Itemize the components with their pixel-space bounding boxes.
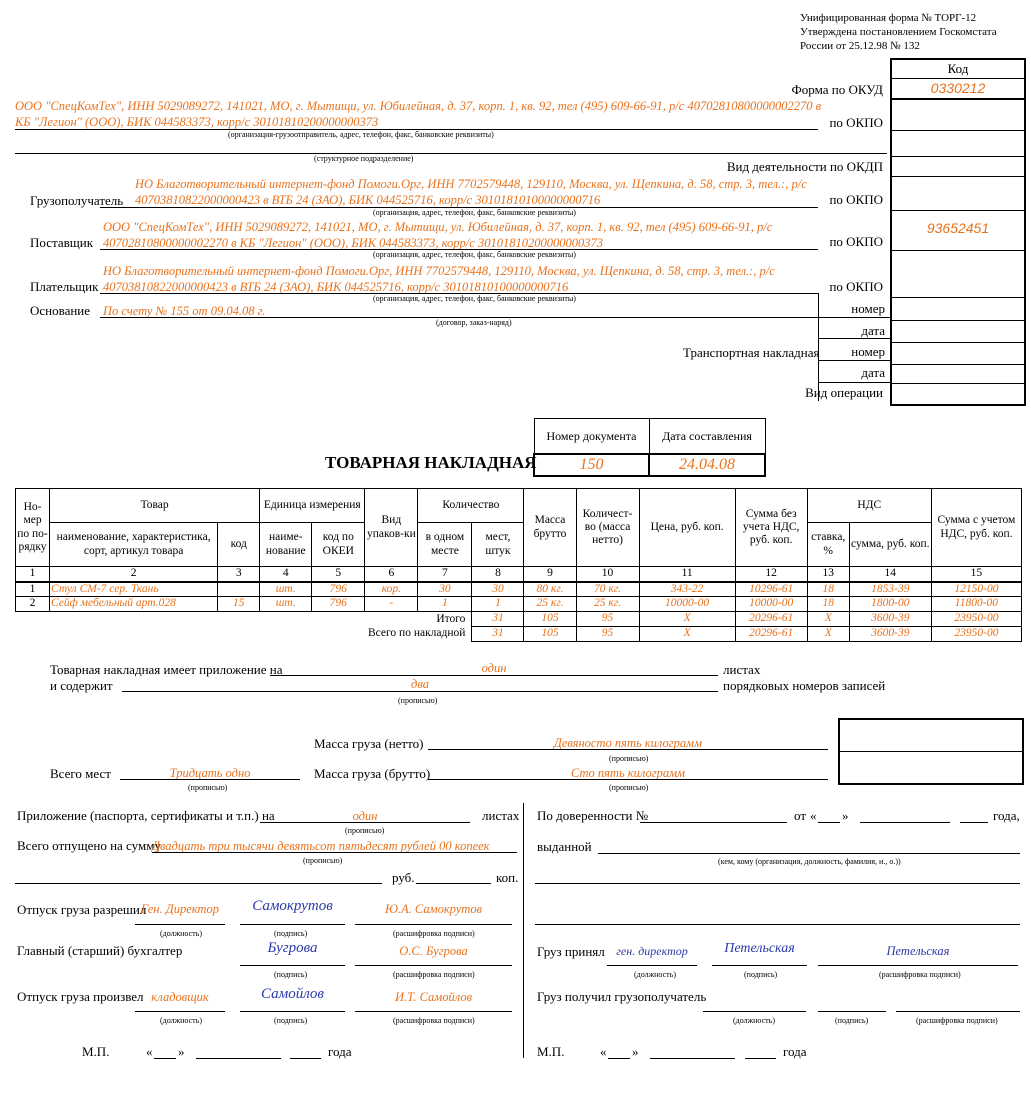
sum-value[interactable]: Двадцать три тысячи девятьсот пятьдесят рублей 00 копеек <box>152 839 490 853</box>
supplier-okpo-code[interactable]: 93652451 <box>926 220 990 236</box>
mass-caption: (прописью) <box>609 754 649 763</box>
issued-caption: (кем, кому (организация, должность, фамилия, и., о.)) <box>718 857 901 866</box>
okpo-label: по ОКПО <box>829 279 883 294</box>
shipper-line[interactable]: ООО "СпецКомТех", ИНН 5029089272, 141021, МО, г. Мытищи, ул. Юбилейная, д. 37, корп. 1, кв. 92, тел (495) 609-66-91, р/с 40702810800000002270 в <box>15 99 821 113</box>
cell-vat-sum[interactable]: 1853-39 <box>849 582 931 597</box>
stamp-place-label: М.П. <box>82 1044 110 1059</box>
cell-vat-sum[interactable]: 1800-00 <box>849 597 931 612</box>
col-header-pack: Вид упаков-ки <box>365 489 418 567</box>
table-subheader-row <box>16 523 1022 567</box>
grand-sum-vat[interactable]: 23950-00 <box>931 627 1021 642</box>
cell-net[interactable]: 25 кг. <box>576 597 639 612</box>
quote-open: « <box>600 1044 607 1059</box>
cell-vat-rate[interactable]: 18 <box>807 597 849 612</box>
places-value[interactable]: Тридцать одно <box>169 766 251 780</box>
caption-position: (должность) <box>160 929 202 938</box>
proxy-label: По доверенности № <box>537 808 649 823</box>
okdp-label: Вид деятельности по ОКДП <box>726 159 883 174</box>
cell-code[interactable]: 15 <box>218 597 260 612</box>
caption-decode: (расшифровка подписи) <box>916 1016 998 1025</box>
col-header-sum-vat: Сумма с учетом НДС, руб. коп. <box>931 489 1021 567</box>
total-vat-sum[interactable]: 3600-39 <box>849 612 931 627</box>
total-places[interactable]: 31 <box>472 612 524 627</box>
accountant-name[interactable]: О.С. Бугрова <box>399 944 468 958</box>
mass-code-box <box>838 718 1024 785</box>
mass-caption: (прописью) <box>609 783 649 792</box>
appendix-contains-label: и содержит <box>50 678 113 693</box>
column-number: 8 <box>472 567 524 582</box>
consignee-caption: (организация, адрес, телефон, факс, банковские реквизиты) <box>373 208 576 217</box>
goods-table <box>15 488 1022 642</box>
col-header-price: Цена, руб. коп. <box>639 489 735 567</box>
cell-sum-novat[interactable]: 10000-00 <box>735 597 807 612</box>
cell-num: 1 <box>16 582 50 597</box>
doc-number-header: Номер документа <box>534 419 649 455</box>
caption-position: (должность) <box>160 1016 202 1025</box>
quote-open: « <box>810 808 817 823</box>
col-header-net: Количест-во (масса нетто) <box>576 489 639 567</box>
operation-label: Вид операции <box>805 385 883 400</box>
cell-gross[interactable]: 25 кг. <box>524 597 576 612</box>
quote-open: « <box>146 1044 153 1059</box>
rub-label: руб. <box>392 870 415 885</box>
shipper-line[interactable]: КБ "Легион" (ООО), БИК 044583373, корр/с 30101810200000000373 <box>15 115 379 129</box>
cell-qty-places[interactable]: 1 <box>472 597 524 612</box>
stamp-place-label: М.П. <box>537 1044 565 1059</box>
cell-num: 2 <box>16 597 50 612</box>
grand-gross[interactable]: 105 <box>524 627 576 642</box>
released-label: Отпуск груза разрешил <box>17 902 147 917</box>
doc-date-header: Дата составления <box>649 419 765 455</box>
released-name[interactable]: Ю.А. Самокрутов <box>385 902 482 916</box>
grand-total-row <box>16 627 1022 642</box>
okud-label: Форма по ОКУД <box>791 82 883 97</box>
column-number: 1 <box>16 567 50 582</box>
appendix-suffix: листах <box>723 662 761 677</box>
received-name[interactable]: Петельская <box>886 944 950 958</box>
attach-value[interactable]: один <box>352 809 378 823</box>
caption-sign: (подпись) <box>274 929 308 938</box>
consignee-line[interactable]: НО Благотворительный интернет-фонд Помоги.Орг, ИНН 7702579448, 129110, Москва, ул. Щепкина, д. 58, стр. 3, тел.:, р/с <box>135 177 807 191</box>
cell-net[interactable]: 70 кг. <box>576 582 639 597</box>
column-number: 7 <box>418 567 472 582</box>
division-caption: (структурное подразделение) <box>314 154 414 163</box>
grand-total-label: Всего по накладной <box>367 627 466 640</box>
column-number: 6 <box>365 567 418 582</box>
places-caption: (прописью) <box>188 783 228 792</box>
grand-net[interactable]: 95 <box>576 627 639 642</box>
shipped-signature: Самойлов <box>261 986 324 1002</box>
total-price[interactable]: X <box>639 612 735 627</box>
column-number: 10 <box>576 567 639 582</box>
column-number: 14 <box>849 567 931 582</box>
cell-sum-vat[interactable]: 12150-00 <box>931 582 1021 597</box>
grand-sum-novat[interactable]: 20296-61 <box>735 627 807 642</box>
cell-sum-vat[interactable]: 11800-00 <box>931 597 1021 612</box>
basis-value[interactable]: По счету № 155 от 09.04.08 г. <box>103 304 266 318</box>
column-number: 9 <box>524 567 576 582</box>
cell-pack[interactable]: - <box>365 597 418 612</box>
cell-qty-one[interactable]: 1 <box>418 597 472 612</box>
column-number: 12 <box>735 567 807 582</box>
grand-places[interactable]: 31 <box>472 627 524 642</box>
col-header-vat-sum: сумма, руб. коп. <box>849 523 931 567</box>
grand-price[interactable]: X <box>639 627 735 642</box>
appendix-records-suffix: порядковых номеров записей <box>723 678 886 693</box>
shipped-label: Отпуск груза произвел <box>17 989 144 1004</box>
cell-sum-novat[interactable]: 10296-61 <box>735 582 807 597</box>
total-gross[interactable]: 105 <box>524 612 576 627</box>
payer-line[interactable]: 40703810822000000423 в ВТБ 24 (ЗАО), БИК 044525716, корр/с 30101810100000000716 <box>103 280 569 294</box>
cell-qty-one[interactable]: 30 <box>418 582 472 597</box>
form-header-line: Утверждена постановлением Госкомстата <box>800 26 997 38</box>
appendix-sheets-value[interactable]: один <box>481 661 507 675</box>
col-header-num: Но-мер по по-рядку <box>16 489 50 567</box>
total-net[interactable]: 95 <box>576 612 639 627</box>
consignee-label: Грузополучатель <box>30 193 124 208</box>
proxy-from-label: от <box>794 808 807 823</box>
col-header-vat: НДС <box>807 489 931 523</box>
attach-label: Приложение (паспорта, сертификаты и т.п.) на <box>17 808 275 823</box>
caption-position: (должность) <box>733 1016 775 1025</box>
quote-close: » <box>842 808 849 823</box>
shipper-caption: (организация-грузоотправитель, адрес, телефон, факс, банковские реквизиты) <box>228 130 494 139</box>
number-label: номер <box>851 301 885 316</box>
total-sum-novat[interactable]: 20296-61 <box>735 612 807 627</box>
caption-decode: (расшифровка подписи) <box>393 929 475 938</box>
column-number: 2 <box>50 567 218 582</box>
attach-suffix: листах <box>482 808 520 823</box>
received-signature: Петельская <box>724 941 795 956</box>
cell-goods-name[interactable]: Сейф мебельный арт.028 <box>50 597 218 612</box>
cell-price[interactable]: 343-22 <box>639 582 735 597</box>
cell-goods-name[interactable]: Стул СМ-7 сер. Ткань <box>50 582 218 597</box>
okpo-label: по ОКПО <box>829 234 883 249</box>
cell-vat-rate[interactable]: 18 <box>807 582 849 597</box>
col-header-gross: Масса брутто <box>524 489 576 567</box>
total-row <box>16 612 1022 627</box>
caption-decode: (расшифровка подписи) <box>879 970 961 979</box>
total-label: Итого <box>436 612 466 625</box>
caption-decode: (расшифровка подписи) <box>393 970 475 979</box>
sum-caption: (прописью) <box>303 856 343 865</box>
cell-gross[interactable]: 80 кг. <box>524 582 576 597</box>
payer-line[interactable]: НО Благотворительный интернет-фонд Помоги.Орг, ИНН 7702579448, 129110, Москва, ул. Щепкина, д. 58, стр. 3, тел.:, р/с <box>103 264 775 278</box>
col-header-goods: Товар <box>50 489 260 523</box>
col-header-qty: Количество <box>418 489 524 523</box>
doc-number-value[interactable]: 150 <box>534 454 649 476</box>
col-header-goods-name: наименование, характеристика, сорт, артикул товара <box>50 523 218 567</box>
col-header-vat-rate: ставка, % <box>807 523 849 567</box>
consignee-line[interactable]: 40703810822000000423 в ВТБ 24 (ЗАО), БИК 044525716, корр/с 30101810100000000716 <box>135 193 601 207</box>
cell-okei[interactable]: 796 <box>312 582 365 597</box>
shipped-name[interactable]: И.Т. Самойлов <box>395 990 472 1004</box>
col-header-okei: код по ОКЕИ <box>312 523 365 567</box>
cell-price[interactable]: 10000-00 <box>639 597 735 612</box>
payer-caption: (организация, адрес, телефон, факс, банковские реквизиты) <box>373 294 576 303</box>
kop-label: коп. <box>496 870 519 885</box>
released-signature: Самокрутов <box>252 898 333 914</box>
places-label: Всего мест <box>50 766 111 781</box>
col-header-sum-novat: Сумма без учета НДС, руб. коп. <box>735 489 807 567</box>
supplier-line[interactable]: ООО "СпецКомТех", ИНН 5029089272, 141021, МО, г. Мытищи, ул. Юбилейная, д. 37, корп. 1, кв. 92, тел (495) 609-66-91, р/с <box>103 220 773 234</box>
column-number: 13 <box>807 567 849 582</box>
document-title: ТОВАРНАЯ НАКЛАДНАЯ <box>325 453 537 472</box>
quote-close: » <box>632 1044 639 1059</box>
code-box-title: Код <box>947 61 969 76</box>
got-label: Груз получил грузополучатель <box>537 989 707 1004</box>
basis-label: Основание <box>30 303 91 318</box>
appendix-caption: (прописью) <box>398 696 438 705</box>
form-header-line: Унифицированная форма № ТОРГ-12 <box>800 12 977 24</box>
received-position[interactable]: ген. директор <box>616 944 688 958</box>
caption-position: (должность) <box>634 970 676 979</box>
supplier-line[interactable]: 40702810800000002270 в КБ "Легион" (ООО), БИК 044583373, корр/с 30101810200000000373 <box>103 236 603 250</box>
date-label: дата <box>861 365 885 380</box>
received-label: Груз принял <box>537 944 605 959</box>
sum-label: Всего отпущено на сумму <box>17 838 161 853</box>
column-number: 3 <box>218 567 260 582</box>
mass-net-label: Масса груза (нетто) <box>314 736 424 751</box>
transport-label: Транспортная накладная <box>683 345 820 360</box>
accountant-signature: Бугрова <box>267 940 318 956</box>
col-header-qty-places: мест, штук <box>472 523 524 567</box>
supplier-label: Поставщик <box>30 235 94 250</box>
cell-unit[interactable]: шт. <box>260 582 312 597</box>
doc-date-value[interactable]: 24.04.08 <box>649 454 765 476</box>
col-header-qty-one: в одном месте <box>418 523 472 567</box>
caption-sign: (подпись) <box>274 1016 308 1025</box>
table-row <box>16 597 1022 612</box>
grand-vat-rate[interactable]: X <box>807 627 849 642</box>
cell-pack[interactable]: кор. <box>365 582 418 597</box>
basis-caption: (договор, заказ-наряд) <box>436 318 512 327</box>
okpo-label: по ОКПО <box>829 192 883 207</box>
caption-sign: (подпись) <box>835 1016 869 1025</box>
accountant-label: Главный (старший) бухгалтер <box>17 943 183 958</box>
code-box <box>890 58 1026 406</box>
column-number: 4 <box>260 567 312 582</box>
mass-net-value[interactable]: Девяносто пять килограмм <box>553 736 703 750</box>
caption-sign: (подпись) <box>744 970 778 979</box>
shipped-position[interactable]: кладовщик <box>151 990 209 1004</box>
number-label: номер <box>851 344 885 359</box>
total-vat-rate[interactable]: X <box>807 612 849 627</box>
caption-decode: (расшифровка подписи) <box>393 1016 475 1025</box>
appendix-label: Товарная накладная имеет приложение на <box>50 662 283 677</box>
col-header-unit: Единица измерения <box>260 489 365 523</box>
date-label: дата <box>861 323 885 338</box>
cell-qty-places[interactable]: 30 <box>472 582 524 597</box>
mass-gross-label: Масса груза (брутто) <box>314 766 431 781</box>
year-label: года <box>328 1044 352 1059</box>
cell-unit[interactable]: шт. <box>260 597 312 612</box>
column-number: 15 <box>931 567 1021 582</box>
proxy-year-label: года, <box>993 808 1020 823</box>
issued-label: выданной <box>537 839 592 854</box>
col-header-unit-name: наиме-нование <box>260 523 312 567</box>
supplier-caption: (организация, адрес, телефон, факс, банковские реквизиты) <box>373 250 576 259</box>
col-header-code: код <box>218 523 260 567</box>
form-header <box>800 11 997 53</box>
attach-caption: (прописью) <box>345 826 385 835</box>
table-row <box>16 582 1022 597</box>
grand-vat-sum[interactable]: 3600-39 <box>849 627 931 642</box>
okud-code[interactable]: 0330212 <box>930 80 986 96</box>
table-header-row <box>16 489 1022 523</box>
released-position[interactable]: Ген. Директор <box>141 902 219 916</box>
caption-sign: (подпись) <box>274 970 308 979</box>
cell-code[interactable] <box>218 582 260 597</box>
cell-okei[interactable]: 796 <box>312 597 365 612</box>
okpo-label: по ОКПО <box>829 115 883 130</box>
quote-close: » <box>178 1044 185 1059</box>
form-header-line: России от 25.12.98 № 132 <box>800 40 920 52</box>
column-number: 5 <box>312 567 365 582</box>
total-sum-vat[interactable]: 23950-00 <box>931 612 1021 627</box>
mass-gross-value[interactable]: Сто пять килограмм <box>570 766 686 780</box>
payer-label: Плательщик <box>30 279 99 294</box>
appendix-records-value[interactable]: два <box>411 677 429 691</box>
doc-number-table <box>533 418 766 477</box>
year-label: года <box>783 1044 807 1059</box>
column-number-row <box>16 567 1022 582</box>
column-number: 11 <box>639 567 735 582</box>
